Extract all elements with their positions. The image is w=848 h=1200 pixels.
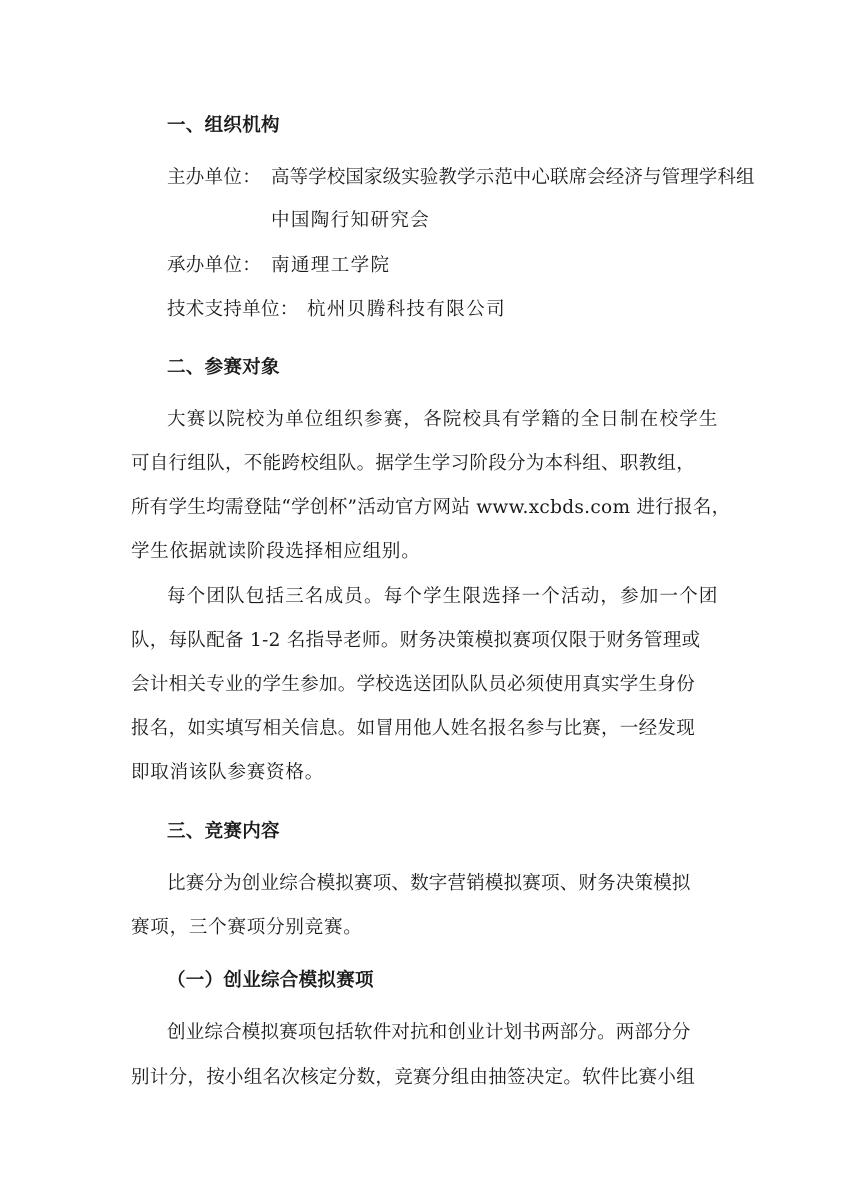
paragraph-line: 比赛分为创业综合模拟赛项、数字营销模拟赛项、财务决策模拟 <box>167 873 691 894</box>
paragraph-line: 报名，如实填写相关信息。如冒用他人姓名报名参与比赛，一经发现 <box>131 718 696 739</box>
section-heading-participants: 二、参赛对象 <box>167 357 280 378</box>
paragraph-line: 别计分，按小组名次核定分数，竞赛分组由抽签决定。软件比赛小组 <box>131 1067 696 1088</box>
paragraph-line: 创业综合模拟赛项包括软件对抗和创业计划书两部分。两部分分 <box>167 1022 691 1043</box>
paragraph-line: 赛项，三个赛项分别竞赛。 <box>131 917 363 938</box>
tech-label: 技术支持单位： <box>167 299 299 320</box>
host-label: 主办单位： <box>167 167 262 188</box>
paragraph-line: 即取消该队参赛资格。 <box>131 762 325 783</box>
section-heading-content: 三、竞赛内容 <box>167 821 280 842</box>
paragraph-line: 所有学生均需登陆“学创杯”活动官方网站 www.xcbds.com 进行报名， <box>131 497 731 518</box>
organizer-value: 南通理工学院 <box>271 255 391 276</box>
paragraph-line: 每个团队包括三名成员。每个学生限选择一个活动，参加一个团 <box>167 586 719 607</box>
host-line-2: 中国陶行知研究会 <box>271 210 431 231</box>
section-heading-org: 一、组织机构 <box>167 115 280 136</box>
paragraph-line: 学生依据就读阶段选择相应组别。 <box>131 541 421 562</box>
organizer-label: 承办单位： <box>167 255 262 276</box>
paragraph-line: 可自行组队，不能跨校组队。据学生学习阶段分为本科组、职教组， <box>131 453 696 474</box>
paragraph-line: 会计相关专业的学生参加。学校选送团队队员必须使用真实学生身份 <box>131 674 696 695</box>
tech-value: 杭州贝腾科技有限公司 <box>307 299 507 320</box>
paragraph-line: 大赛以院校为单位组织参赛，各院校具有学籍的全日制在校学生 <box>167 409 719 430</box>
paragraph-line: 队，每队配备 1-2 名指导老师。财务决策模拟赛项仅限于财务管理或 <box>131 630 701 651</box>
subsection-heading: （一）创业综合模拟赛项 <box>167 970 374 991</box>
host-line-1: 高等学校国家级实验教学示范中心联席会经济与管理学科组 <box>271 167 755 188</box>
